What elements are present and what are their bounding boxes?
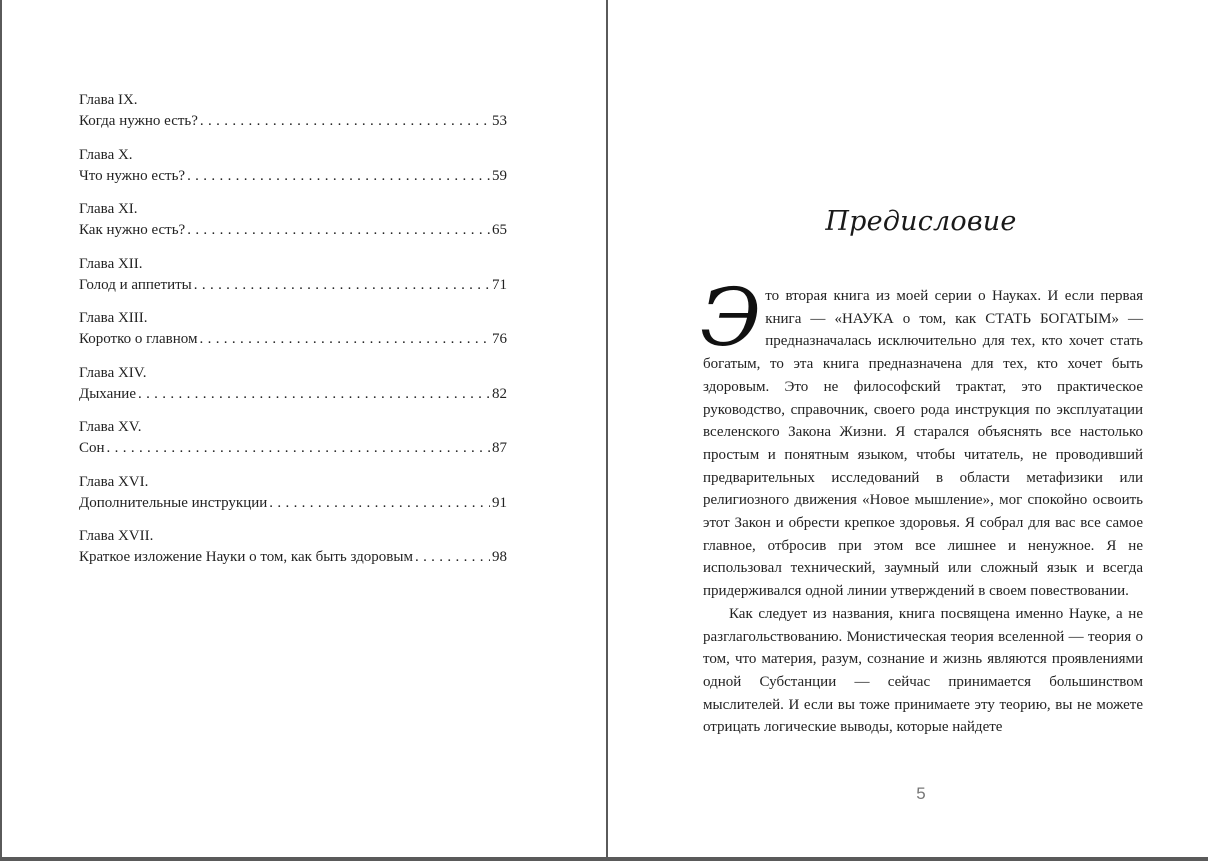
toc-chapter-label: Глава XIV. [79, 364, 147, 381]
toc-chapter-label: Глава XII. [79, 255, 143, 272]
preface-paragraph-1-text: то вторая книга из моей серии о Науках. И если первая книга — «НАУКА о том, как СТАТЬ БОГАТЫМ» — предназначалась исключительно для тех, кто хочет стать богатым, то эта книга предназначена для тех, кто хочет быть здоровым. Это не философский трактат, это практическое руководство, справочник, своего рода инструкция по эксплуатации вселенского Закона Жизни. Я старался объяснять все настолько простым и понятным языком, чтобы читатель, не проводивший предварительных исследований в области метафизики или религиозного движения «Новое мышление», мог спокойно освоить этот Закон и обрести крепкое здоровья. Я собрал для вас все самое главное, отбросив при этом все лишнее и ненужное. Я не использовал технический, заумный или сложный язык и всегда придерживался одной линии утверждений в своем повествовании. [703, 288, 1143, 600]
toc-chapter-title: Коротко о главном [79, 331, 198, 347]
toc-entry [79, 363, 507, 418]
toc-chapter-label: Глава XIII. [79, 310, 148, 326]
toc-dot-leader [187, 219, 490, 241]
toc-chapter-title: Дыхание [79, 385, 136, 402]
toc-title-line [79, 383, 507, 405]
toc-title-line [79, 546, 507, 568]
toc-title-line [79, 492, 507, 514]
toc-chapter-label: Глава XI. [79, 201, 138, 217]
toc-dot-leader [107, 437, 490, 459]
toc-title-line [79, 110, 507, 132]
toc-page-number: 71 [492, 276, 507, 293]
toc-title-line [79, 219, 507, 241]
toc-dot-leader [415, 546, 490, 568]
toc-chapter-title: Сон [79, 440, 105, 456]
toc-page-number: 87 [492, 440, 507, 456]
toc-chapter-label: Глава X. [79, 146, 133, 163]
toc-entry [79, 308, 507, 363]
toc-title-line [79, 328, 507, 350]
toc-page-number: 65 [492, 222, 507, 238]
toc-dot-leader [138, 383, 490, 405]
toc-title-line [79, 274, 507, 296]
toc-entry [79, 417, 507, 472]
preface-title: Предисловие [825, 206, 1017, 237]
toc-page-number: 91 [492, 494, 507, 511]
left-page-edge [0, 0, 2, 861]
toc-page-number: 98 [492, 549, 507, 565]
bottom-page-edge [0, 857, 1208, 861]
toc-dot-leader [194, 274, 490, 296]
toc-entry [79, 90, 507, 145]
toc-page-number: 59 [492, 167, 507, 184]
toc-title-line [79, 165, 507, 187]
toc-chapter-label: Глава IX. [79, 92, 138, 108]
toc-dot-leader [200, 328, 491, 350]
toc-entry [79, 145, 507, 200]
toc-dot-leader [269, 492, 490, 514]
book-spine-divider [606, 0, 608, 861]
toc-page-number: 53 [492, 113, 507, 129]
toc-page-number: 76 [492, 331, 507, 347]
preface-paragraph-2: Как следует из названия, книга посвящена именно Науке, а не разглагольствованию. Монистическая теория вселенной — теория о том, что материя, разум, сознание и жизнь являются проявлениями одной Субстанции — сейчас принимается большинством мыслителей. И если вы тоже принимаете эту теорию, вы не можете отрицать логические выводы, которые найдете [703, 605, 1143, 736]
toc-entry [79, 472, 507, 527]
toc-chapter-title: Дополнительные инструкции [79, 494, 268, 511]
toc-entry [79, 254, 507, 309]
toc-title-line [79, 437, 507, 459]
preface-body [700, 271, 1143, 739]
toc-chapter-label: Глава XVII. [79, 528, 154, 544]
toc-chapter-label: Глава XV. [79, 419, 142, 435]
preface-paragraph-1 [700, 271, 1143, 603]
drop-cap-letter: Э [700, 271, 762, 364]
toc-entry [79, 199, 507, 254]
toc-dot-leader [187, 165, 490, 187]
toc-chapter-title: Голод и аппетиты [79, 276, 192, 293]
toc-entry [79, 526, 507, 581]
toc-chapter-title: Как нужно есть? [79, 222, 186, 238]
toc-chapter-title: Когда нужно есть? [79, 113, 198, 129]
toc-chapter-title: Краткое изложение Науки о том, как быть здоровым [79, 549, 413, 565]
table-of-contents [79, 90, 507, 581]
toc-chapter-label: Глава XVI. [79, 473, 149, 490]
page-number: 5 [916, 784, 926, 803]
toc-dot-leader [200, 110, 490, 132]
toc-chapter-title: Что нужно есть? [79, 167, 186, 184]
toc-page-number: 82 [492, 385, 507, 402]
